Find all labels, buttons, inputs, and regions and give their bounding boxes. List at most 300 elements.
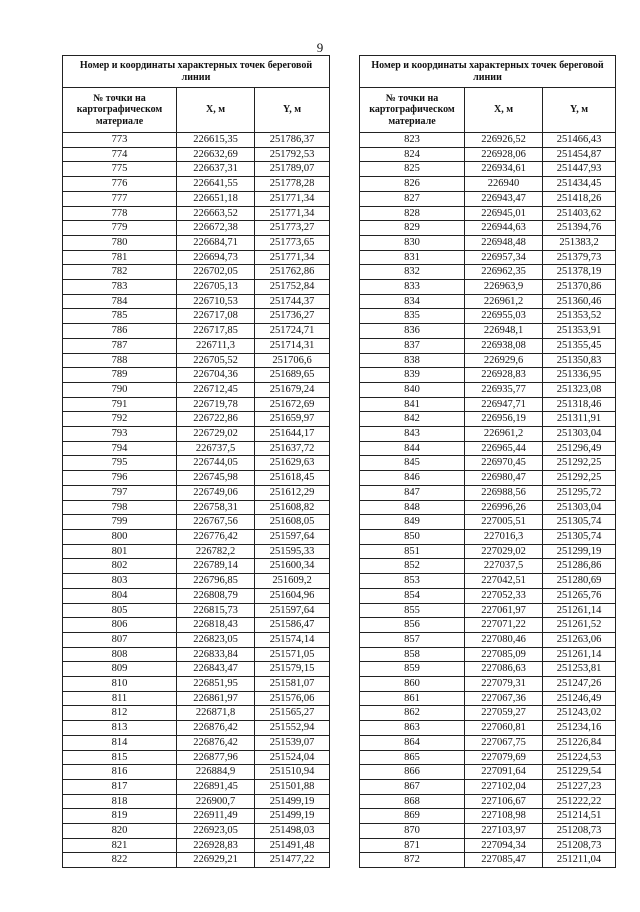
point-number-cell: 804 — [63, 588, 177, 603]
table-row — [360, 441, 616, 456]
point-number-cell: 871 — [360, 838, 465, 853]
x-coordinate-cell: 226944,63 — [465, 221, 543, 236]
point-number-cell: 857 — [360, 632, 465, 647]
x-coordinate-cell: 226833,84 — [177, 647, 255, 662]
point-number-cell: 809 — [63, 662, 177, 677]
table-row — [360, 794, 616, 809]
y-header: Y, м — [543, 88, 616, 133]
table-row — [360, 265, 616, 280]
table-row — [63, 574, 330, 589]
y-coordinate-cell: 251552,94 — [255, 721, 330, 736]
x-coordinate-cell: 226672,38 — [177, 221, 255, 236]
point-number-cell: 847 — [360, 485, 465, 500]
table-row — [63, 441, 330, 456]
table-row — [360, 427, 616, 442]
point-number-cell: 775 — [63, 162, 177, 177]
y-coordinate-cell: 251454,87 — [543, 147, 616, 162]
x-coordinate-cell: 226900,7 — [177, 794, 255, 809]
table-row — [63, 750, 330, 765]
x-coordinate-cell: 226935,77 — [465, 382, 543, 397]
x-coordinate-cell: 226776,42 — [177, 529, 255, 544]
y-coordinate-cell: 251295,72 — [543, 485, 616, 500]
point-number-cell: 816 — [63, 765, 177, 780]
point-number-cell: 829 — [360, 221, 465, 236]
point-number-cell: 779 — [63, 221, 177, 236]
x-coordinate-cell: 226940 — [465, 177, 543, 192]
point-number-cell: 820 — [63, 824, 177, 839]
point-number-cell: 825 — [360, 162, 465, 177]
table-row — [360, 632, 616, 647]
x-coordinate-cell: 226710,53 — [177, 294, 255, 309]
x-coordinate-cell: 226767,56 — [177, 515, 255, 530]
y-coordinate-cell: 251222,22 — [543, 794, 616, 809]
y-coordinate-cell: 251491,48 — [255, 838, 330, 853]
x-coordinate-cell: 226637,31 — [177, 162, 255, 177]
table-row — [360, 294, 616, 309]
table-row — [63, 412, 330, 427]
table-row — [360, 824, 616, 839]
x-coordinate-cell: 227085,09 — [465, 647, 543, 662]
point-number-cell: 814 — [63, 735, 177, 750]
x-coordinate-cell: 226651,18 — [177, 191, 255, 206]
table-row — [360, 515, 616, 530]
table-row — [63, 735, 330, 750]
point-number-cell: 834 — [360, 294, 465, 309]
table-row — [360, 471, 616, 486]
y-coordinate-cell: 251565,27 — [255, 706, 330, 721]
point-number-cell: 852 — [360, 559, 465, 574]
point-number-header: № точки на картографическом материале — [63, 88, 177, 133]
y-coordinate-cell: 251689,65 — [255, 368, 330, 383]
point-number-cell: 776 — [63, 177, 177, 192]
point-number-cell: 787 — [63, 338, 177, 353]
x-coordinate-cell: 226929,21 — [177, 853, 255, 868]
point-number-cell: 855 — [360, 603, 465, 618]
table-row — [63, 456, 330, 471]
y-coordinate-cell: 251571,05 — [255, 647, 330, 662]
x-coordinate-cell: 226843,47 — [177, 662, 255, 677]
x-coordinate-cell: 226876,42 — [177, 735, 255, 750]
table-row — [63, 677, 330, 692]
table-row — [63, 191, 330, 206]
point-number-cell: 865 — [360, 750, 465, 765]
x-coordinate-cell: 227079,69 — [465, 750, 543, 765]
table-row — [360, 618, 616, 633]
point-number-cell: 782 — [63, 265, 177, 280]
table-row — [63, 632, 330, 647]
point-number-cell: 830 — [360, 235, 465, 250]
y-coordinate-cell: 251612,29 — [255, 485, 330, 500]
table-row — [360, 456, 616, 471]
y-coordinate-cell: 251679,24 — [255, 382, 330, 397]
x-coordinate-cell: 226955,03 — [465, 309, 543, 324]
table-row — [360, 853, 616, 868]
x-coordinate-cell: 226705,52 — [177, 353, 255, 368]
table-row — [360, 280, 616, 295]
point-number-cell: 811 — [63, 691, 177, 706]
y-coordinate-cell: 251773,27 — [255, 221, 330, 236]
y-coordinate-cell: 251286,86 — [543, 559, 616, 574]
y-coordinate-cell: 251576,06 — [255, 691, 330, 706]
point-number-cell: 843 — [360, 427, 465, 442]
point-number-cell: 773 — [63, 133, 177, 148]
y-coordinate-cell: 251672,69 — [255, 397, 330, 412]
point-number-cell: 821 — [63, 838, 177, 853]
point-number-cell: 817 — [63, 779, 177, 794]
table-row — [63, 368, 330, 383]
table-row — [360, 206, 616, 221]
y-coordinate-cell: 251253,81 — [543, 662, 616, 677]
x-coordinate-cell: 227079,31 — [465, 677, 543, 692]
x-coordinate-cell: 226928,06 — [465, 147, 543, 162]
x-header: X, м — [177, 88, 255, 133]
table-row — [360, 221, 616, 236]
table-row — [63, 500, 330, 515]
table-row — [63, 280, 330, 295]
point-number-cell: 868 — [360, 794, 465, 809]
x-coordinate-cell: 227052,33 — [465, 588, 543, 603]
table-row — [360, 574, 616, 589]
table-body — [360, 133, 616, 868]
table-row — [360, 309, 616, 324]
table-row — [360, 691, 616, 706]
x-coordinate-cell: 226923,05 — [177, 824, 255, 839]
y-coordinate-cell: 251736,27 — [255, 309, 330, 324]
x-coordinate-cell: 226823,05 — [177, 632, 255, 647]
table-row — [63, 471, 330, 486]
left-coordinate-table — [62, 55, 330, 868]
x-coordinate-cell: 227106,67 — [465, 794, 543, 809]
y-coordinate-cell: 251595,33 — [255, 544, 330, 559]
x-coordinate-cell: 226945,01 — [465, 206, 543, 221]
y-coordinate-cell: 251418,26 — [543, 191, 616, 206]
x-coordinate-cell: 226694,73 — [177, 250, 255, 265]
y-coordinate-cell: 251208,73 — [543, 824, 616, 839]
y-coordinate-cell: 251499,19 — [255, 794, 330, 809]
table-row — [63, 485, 330, 500]
y-coordinate-cell: 251498,03 — [255, 824, 330, 839]
y-coordinate-cell: 251350,83 — [543, 353, 616, 368]
y-coordinate-cell: 251786,37 — [255, 133, 330, 148]
point-number-cell: 866 — [360, 765, 465, 780]
right-coordinate-table — [359, 55, 616, 868]
table-row — [63, 588, 330, 603]
point-number-cell: 803 — [63, 574, 177, 589]
x-coordinate-cell: 226717,08 — [177, 309, 255, 324]
y-coordinate-cell: 251247,26 — [543, 677, 616, 692]
point-number-header: № точки на картографическом материале — [360, 88, 465, 133]
point-number-cell: 815 — [63, 750, 177, 765]
x-coordinate-cell: 226744,05 — [177, 456, 255, 471]
table-row — [360, 397, 616, 412]
x-coordinate-cell: 226911,49 — [177, 809, 255, 824]
x-coordinate-cell: 226948,1 — [465, 324, 543, 339]
point-number-cell: 790 — [63, 382, 177, 397]
table-row — [63, 691, 330, 706]
x-coordinate-cell: 226871,8 — [177, 706, 255, 721]
x-coordinate-cell: 226957,34 — [465, 250, 543, 265]
x-coordinate-cell: 226641,55 — [177, 177, 255, 192]
point-number-cell: 838 — [360, 353, 465, 368]
x-coordinate-cell: 226851,95 — [177, 677, 255, 692]
y-coordinate-cell: 251243,02 — [543, 706, 616, 721]
x-coordinate-cell: 227071,22 — [465, 618, 543, 633]
y-coordinate-cell: 251292,25 — [543, 456, 616, 471]
point-number-cell: 796 — [63, 471, 177, 486]
x-coordinate-cell: 226877,96 — [177, 750, 255, 765]
x-coordinate-cell: 226705,13 — [177, 280, 255, 295]
point-number-cell: 869 — [360, 809, 465, 824]
point-number-cell: 858 — [360, 647, 465, 662]
y-coordinate-cell: 251762,86 — [255, 265, 330, 280]
point-number-cell: 839 — [360, 368, 465, 383]
x-coordinate-cell: 226980,47 — [465, 471, 543, 486]
x-coordinate-cell: 226719,78 — [177, 397, 255, 412]
point-number-cell: 856 — [360, 618, 465, 633]
y-coordinate-cell: 251261,52 — [543, 618, 616, 633]
x-coordinate-cell: 226876,42 — [177, 721, 255, 736]
y-coordinate-cell: 251466,43 — [543, 133, 616, 148]
table-row — [63, 221, 330, 236]
y-coordinate-cell: 251499,19 — [255, 809, 330, 824]
page-number: 9 — [316, 40, 324, 55]
table-row — [63, 706, 330, 721]
y-coordinate-cell: 251370,86 — [543, 280, 616, 295]
point-number-cell: 808 — [63, 647, 177, 662]
x-coordinate-cell: 226929,6 — [465, 353, 543, 368]
x-coordinate-cell: 226745,98 — [177, 471, 255, 486]
y-coordinate-cell: 251229,54 — [543, 765, 616, 780]
point-number-cell: 784 — [63, 294, 177, 309]
point-number-cell: 837 — [360, 338, 465, 353]
table-row — [63, 133, 330, 148]
point-number-cell: 870 — [360, 824, 465, 839]
table-row — [360, 133, 616, 148]
y-coordinate-cell: 251360,46 — [543, 294, 616, 309]
x-coordinate-cell: 226758,31 — [177, 500, 255, 515]
table-row — [63, 235, 330, 250]
point-number-cell: 793 — [63, 427, 177, 442]
y-coordinate-cell: 251296,49 — [543, 441, 616, 456]
point-number-cell: 783 — [63, 280, 177, 295]
point-number-cell: 864 — [360, 735, 465, 750]
point-number-cell: 842 — [360, 412, 465, 427]
y-coordinate-cell: 251261,14 — [543, 647, 616, 662]
point-number-cell: 828 — [360, 206, 465, 221]
table-row — [63, 353, 330, 368]
point-number-cell: 850 — [360, 529, 465, 544]
x-coordinate-cell: 227067,75 — [465, 735, 543, 750]
point-number-cell: 849 — [360, 515, 465, 530]
table-row — [63, 177, 330, 192]
x-coordinate-cell: 226663,52 — [177, 206, 255, 221]
table-row — [63, 515, 330, 530]
table-row — [63, 603, 330, 618]
y-coordinate-cell: 251604,96 — [255, 588, 330, 603]
y-coordinate-cell: 251355,45 — [543, 338, 616, 353]
x-coordinate-cell: 226737,5 — [177, 441, 255, 456]
table-row — [63, 662, 330, 677]
y-coordinate-cell: 251792,53 — [255, 147, 330, 162]
table-body — [63, 133, 330, 868]
point-number-cell: 872 — [360, 853, 465, 868]
x-coordinate-cell: 227005,51 — [465, 515, 543, 530]
point-number-cell: 840 — [360, 382, 465, 397]
x-coordinate-cell: 226988,56 — [465, 485, 543, 500]
y-coordinate-cell: 251644,17 — [255, 427, 330, 442]
x-coordinate-cell: 227061,97 — [465, 603, 543, 618]
table-row — [63, 338, 330, 353]
point-number-cell: 810 — [63, 677, 177, 692]
point-number-cell: 807 — [63, 632, 177, 647]
x-coordinate-cell: 226717,85 — [177, 324, 255, 339]
table-row — [63, 162, 330, 177]
point-number-cell: 802 — [63, 559, 177, 574]
table-row — [63, 647, 330, 662]
point-number-cell: 841 — [360, 397, 465, 412]
y-coordinate-cell: 251353,91 — [543, 324, 616, 339]
table-row — [360, 677, 616, 692]
table-row — [360, 353, 616, 368]
point-number-cell: 801 — [63, 544, 177, 559]
y-coordinate-cell: 251379,73 — [543, 250, 616, 265]
table-row — [360, 735, 616, 750]
point-number-cell: 797 — [63, 485, 177, 500]
table-row — [63, 779, 330, 794]
y-coordinate-cell: 251292,25 — [543, 471, 616, 486]
y-coordinate-cell: 251303,04 — [543, 427, 616, 442]
point-number-cell: 800 — [63, 529, 177, 544]
x-coordinate-cell: 226711,3 — [177, 338, 255, 353]
table-row — [63, 559, 330, 574]
y-coordinate-cell: 251637,72 — [255, 441, 330, 456]
table-row — [360, 838, 616, 853]
table-row — [360, 765, 616, 780]
y-coordinate-cell: 251305,74 — [543, 515, 616, 530]
y-coordinate-cell: 251600,34 — [255, 559, 330, 574]
y-coordinate-cell: 251353,52 — [543, 309, 616, 324]
y-coordinate-cell: 251211,04 — [543, 853, 616, 868]
x-coordinate-cell: 226943,47 — [465, 191, 543, 206]
y-coordinate-cell: 251579,15 — [255, 662, 330, 677]
x-coordinate-cell: 226782,2 — [177, 544, 255, 559]
y-coordinate-cell: 251574,14 — [255, 632, 330, 647]
x-coordinate-cell: 227060,81 — [465, 721, 543, 736]
point-number-cell: 777 — [63, 191, 177, 206]
x-coordinate-cell: 227102,04 — [465, 779, 543, 794]
table-row — [360, 647, 616, 662]
point-number-cell: 813 — [63, 721, 177, 736]
y-coordinate-cell: 251629,63 — [255, 456, 330, 471]
point-number-cell: 798 — [63, 500, 177, 515]
point-number-cell: 780 — [63, 235, 177, 250]
y-coordinate-cell: 251608,05 — [255, 515, 330, 530]
x-coordinate-cell: 227067,36 — [465, 691, 543, 706]
x-coordinate-cell: 226962,35 — [465, 265, 543, 280]
point-number-cell: 827 — [360, 191, 465, 206]
point-number-cell: 848 — [360, 500, 465, 515]
point-number-cell: 832 — [360, 265, 465, 280]
table-row — [63, 794, 330, 809]
x-coordinate-cell: 227108,98 — [465, 809, 543, 824]
point-number-cell: 863 — [360, 721, 465, 736]
table-row — [63, 147, 330, 162]
table-row — [360, 544, 616, 559]
table-row — [360, 750, 616, 765]
point-number-cell: 786 — [63, 324, 177, 339]
table-row — [360, 706, 616, 721]
point-number-cell: 851 — [360, 544, 465, 559]
y-coordinate-cell: 251539,07 — [255, 735, 330, 750]
x-coordinate-cell: 226934,61 — [465, 162, 543, 177]
y-coordinate-cell: 251394,76 — [543, 221, 616, 236]
table-row — [360, 529, 616, 544]
table-row — [360, 809, 616, 824]
x-coordinate-cell: 226702,05 — [177, 265, 255, 280]
table-row — [360, 382, 616, 397]
table-row — [360, 485, 616, 500]
x-coordinate-cell: 227085,47 — [465, 853, 543, 868]
x-coordinate-cell: 226961,2 — [465, 427, 543, 442]
table-row — [360, 588, 616, 603]
point-number-cell: 818 — [63, 794, 177, 809]
table-row — [360, 235, 616, 250]
point-number-cell: 854 — [360, 588, 465, 603]
x-coordinate-cell: 227094,34 — [465, 838, 543, 853]
y-coordinate-cell: 251336,95 — [543, 368, 616, 383]
table-row — [63, 529, 330, 544]
y-coordinate-cell: 251383,2 — [543, 235, 616, 250]
x-coordinate-cell: 226884,9 — [177, 765, 255, 780]
table-row — [63, 853, 330, 868]
y-coordinate-cell: 251581,07 — [255, 677, 330, 692]
y-coordinate-cell: 251744,37 — [255, 294, 330, 309]
table-row — [360, 368, 616, 383]
y-coordinate-cell: 251609,2 — [255, 574, 330, 589]
table-row — [63, 824, 330, 839]
y-coordinate-cell: 251618,45 — [255, 471, 330, 486]
point-number-cell: 846 — [360, 471, 465, 486]
y-coordinate-cell: 251752,84 — [255, 280, 330, 295]
y-coordinate-cell: 251224,53 — [543, 750, 616, 765]
y-coordinate-cell: 251234,16 — [543, 721, 616, 736]
table-row — [360, 779, 616, 794]
point-number-cell: 799 — [63, 515, 177, 530]
table-row — [63, 265, 330, 280]
y-coordinate-cell: 251323,08 — [543, 382, 616, 397]
x-coordinate-cell: 226948,48 — [465, 235, 543, 250]
table-row — [360, 412, 616, 427]
table-row — [63, 294, 330, 309]
table-row — [360, 338, 616, 353]
table-title: Номер и координаты характерных точек береговой линии — [63, 56, 330, 88]
x-coordinate-cell: 227059,27 — [465, 706, 543, 721]
x-coordinate-cell: 226729,02 — [177, 427, 255, 442]
x-coordinate-cell: 226749,06 — [177, 485, 255, 500]
point-number-cell: 806 — [63, 618, 177, 633]
point-number-cell: 836 — [360, 324, 465, 339]
point-number-cell: 774 — [63, 147, 177, 162]
x-coordinate-cell: 226861,97 — [177, 691, 255, 706]
point-number-cell: 789 — [63, 368, 177, 383]
y-coordinate-cell: 251299,19 — [543, 544, 616, 559]
x-coordinate-cell: 226963,9 — [465, 280, 543, 295]
point-number-cell: 781 — [63, 250, 177, 265]
table-title: Номер и координаты характерных точек береговой линии — [360, 56, 616, 88]
point-number-cell: 778 — [63, 206, 177, 221]
x-coordinate-cell: 227037,5 — [465, 559, 543, 574]
table-row — [63, 765, 330, 780]
